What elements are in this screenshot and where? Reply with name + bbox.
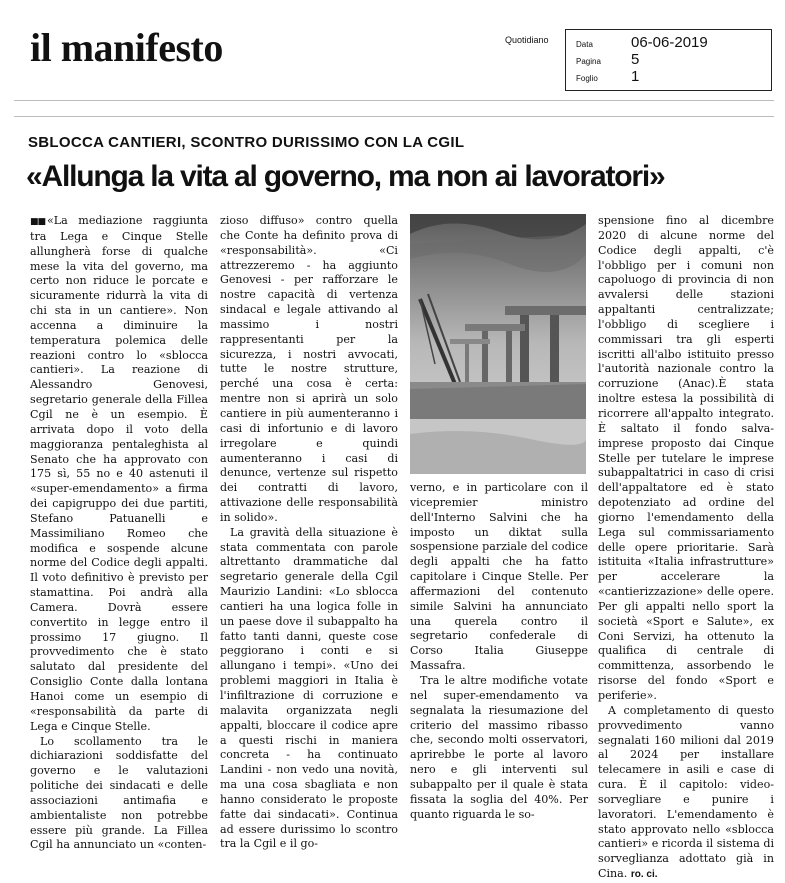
masthead-logo: il manifesto	[30, 25, 223, 70]
header-divider	[14, 100, 774, 101]
paragraph	[598, 704, 774, 883]
page-value: 5	[631, 51, 640, 68]
info-row-sheet	[576, 68, 639, 85]
date-value: 06-06-2019	[631, 34, 708, 51]
date-label: Data	[576, 40, 593, 49]
author-signature: ro. ci.	[630, 869, 658, 881]
page-label: Pagina	[576, 57, 601, 66]
paragraph	[30, 214, 208, 735]
article-kicker: SBLOCCA CANTIERI, SCONTRO DURISSIMO CON LA CGIL	[28, 134, 465, 151]
construction-site-photo	[410, 214, 586, 474]
article-column-2	[220, 214, 398, 852]
article-column-3	[410, 481, 588, 822]
article-column-4	[598, 214, 774, 883]
info-box	[565, 29, 772, 91]
paragraph: Lo scollamento tra le dichiarazioni soddisfatte del governo e le valutazioni politiche dei sindacati e delle associazioni antimafia e ambientaliste non potrebbe essere più grande. La Fillea Cgil ha annunciato un «conten-	[30, 734, 208, 852]
paragraph-text: A completamento di questo provvedimento vanno segnalati 160 milioni dal 2019 al 2024 per installare telecamere in asili e case di cura. È il capitolo: video-sorvegliare e punire i lavoratori. L'emendamento è stato approvato nello «sblocca cantieri» e ricorda il sistema di sorveglianza adottato già in Cina.	[598, 703, 774, 881]
paragraph: spensione fino al dicembre 2020 di alcune norme del Codice degli appalti, c'è l'obbligo per i comuni non capoluogo di provincia di non avvalersi delle stazioni appaltanti centralizzate; l'obbligo di scegliere i commissari tra gli esperti iscritti all'albo istituito presso l'autorità nazionale contro la corruzione (Anac).È stata inoltre estesa la possibilità di ricorrere all'appalto integrato. È saltato il fondo salva-imprese proposto dai Cinque Stelle per tutelare le imprese subappaltatrici in caso di crisi dell'appaltatore ed è stato depotenziato ad ordine del giorno l'emendamento della Lega sul commissariamento delle opere prioritarie. Sarà istituita «Italia infrastrutture» per accelerare la «cantierizzazione» delle opere. Per gli appalti nello sport la società «Sport e Salute», ex Coni Servizi, ha ottenuto la qualifica di centrale di committenza, assorbendo le risorse del fondo «Sport e periferie».	[598, 214, 774, 702]
article-headline: «Allunga la vita al governo, ma non ai lavoratori»	[26, 160, 665, 193]
source-type-label: Quotidiano	[505, 35, 549, 45]
paragraph-marker-icon: ■■	[30, 217, 46, 227]
article-column-1	[30, 214, 208, 853]
paragraph-text: «La mediazione raggiunta tra Lega e Cinque Stelle allungherà forse di qualche mese la vita del governo, ma certo non riduce le porcate e sicuramente ridurrà la vita di chi sta in un cantiere». Non accenna a diminuire la temperatura polemica delle reazioni contro lo «sblocca cantieri». La reazione di Alessandro Genovesi, segretario generale della Fillea Cgil ne è un esempio. È arrivata dopo il voto della maggioranza pentaleghista al Senato che ha approvato con 175 sì, 55 no e 40 astenuti il «super-emendamento» a firma dei capigruppo dei due partiti, Stefano Patuanelli e Massimiliano Romeo che modifica e sospende alcune norme del Codice degli appalti. Il voto definitivo è previsto per stamattina. Poi andrà alla Camera. Dovrà essere convertito in legge entro il prossimo 17 giugno. Il provvedimento che è stato salutato dal presidente del Consiglio Conte dalla lontana Hanoi come un esempio di «responsabilità da parte di Lega e Cinque Stelle.	[30, 214, 208, 733]
paragraph: Tra le altre modifiche votate nel super-emendamento va segnalata la riesumazione del criterio del massimo ribasso che, secondo molti osservatori, aprirebbe le porte al lavoro nero e gli interventi sul subappalto per il quale è stata fissata la soglia del 40%. Per quanto riguarda le so-	[410, 673, 588, 821]
info-row-page	[576, 51, 639, 68]
header-divider-2	[14, 116, 774, 117]
sheet-label: Foglio	[576, 74, 598, 83]
sheet-value: 1	[631, 68, 640, 85]
paragraph: zioso diffuso» contro quella che Conte ha definito prova di «responsabilità». «Ci attrezzeremo - ha aggiunto Genovesi - per rafforzare le nostre capacità di vertenza sindacal e legale attivando al massimo i nostri rappresentanti per la sicurezza, i nostri avvocati, tutte le nostre strutture, perché una cosa è certa: mentre non si aprirà un solo cantiere in più aumenteranno i casi di infortunio e di lavoro irregolare e quindi aumenteranno i casi di denunce, vertenze sul rispetto dei contratti di lavoro, attivazione delle responsabilità in solido».	[220, 214, 398, 524]
paragraph: verno, e in particolare con il vicepremier ministro dell'Interno Salvini che ha imposto un diktat sulla sospensione parziale del codice degli appalti che ha fatto capitolare i Cinque Stelle. Per affermazioni del contenuto simile Salvini ha annunciato una querela contro il segretario confederale di Corso Italia Giuseppe Massafra.	[410, 481, 588, 673]
paragraph: La gravità della situazione è stata commentata con parole altrettanto drammatiche dal segretario generale della Cgil Maurizio Landini: «Lo sblocca cantieri ha una logica folle in un paese dove il subappalto ha fatto tanti danni, queste cose peggiorano i conti e si allungano i tempi». «Uno dei problemi maggiori in Italia è l'infiltrazione di corruzione e malavita organizzata negli appalti, bloccare il codice apre a questi rischi in maniera concreta - ha continuato Landini - non vedo una novità, ma una cosa sbagliata e non hanno considerato le proposte fatte dai sindacati». Continua ad essere durissimo lo scontro tra la Cgil e il go-	[220, 525, 398, 851]
info-row-date	[576, 34, 708, 51]
